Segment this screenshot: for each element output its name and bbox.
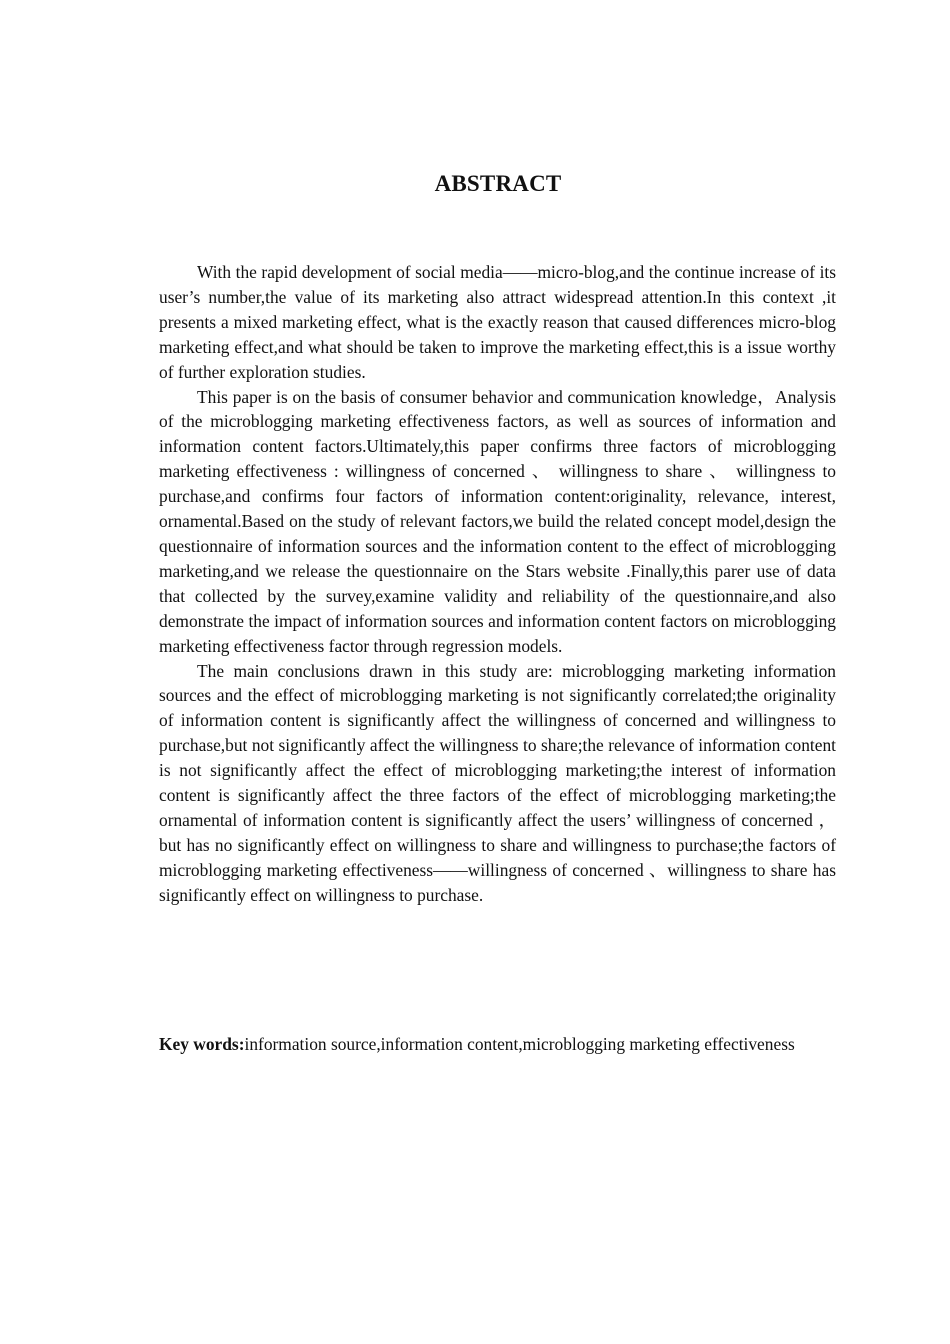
keywords-line — [159, 1032, 836, 1057]
abstract-paragraph-2: This paper is on the basis of consumer behavior and communication knowledge，Analysis of the microblogging marketing effectiveness factors, as well as sources of information and information content factors.Ultimately,this paper confirms three factors of microblogging marketing effectiveness : willingness of concerned 、 willingness to share 、 willingness to purchase,and confirms four factors of information content:originality, relevance, interest, ornamental.Based on the study of relevant factors,we build the related concept model,design the questionnaire of information sources and the information content to the effect of microblogging marketing,and we release the questionnaire on the Stars website .Finally,this parer use of data that collected by the survey,examine validity and reliability of the questionnaire,and also demonstrate the impact of information sources and information content factors on microblogging marketing effectiveness factor through regression models. — [159, 386, 836, 656]
abstract-body — [159, 260, 836, 908]
keywords-text: information source,information content,microblogging marketing effectiveness — [244, 1034, 795, 1054]
abstract-paragraph-3: The main conclusions drawn in this study are: microblogging marketing information sources and the effect of microblogging marketing is not significantly correlated;the originality of information content is significantly affect the willingness of concerned and willingness to purchase,but not significantly affect the willingness to share;the relevance of information content is not significantly affect the effect of microblogging marketing;the interest of information content is significantly affect the three factors of the effect of microblogging marketing;the ornamental of information content is significantly affect the users’ willingness of concerned ， but has no significantly effect on willingness to share and willingness to purchase;the factors of microblogging marketing effectiveness——willingness of concerned 、willingness to share has significantly effect on willingness to purchase. — [159, 660, 836, 905]
abstract-paragraph-1: With the rapid development of social media——micro-blog,and the continue increase of its user’s number,the value of its marketing also attract widespread attention.In this context ,it presents a mixed marketing effect, what is the exactly reason that caused differences micro-blog marketing effect,and what should be taken to improve the marketing effect,this is a issue worthy of further exploration studies. — [159, 262, 836, 382]
keywords-label: Key words: — [159, 1034, 245, 1054]
abstract-title: ABSTRACT — [434, 171, 562, 196]
